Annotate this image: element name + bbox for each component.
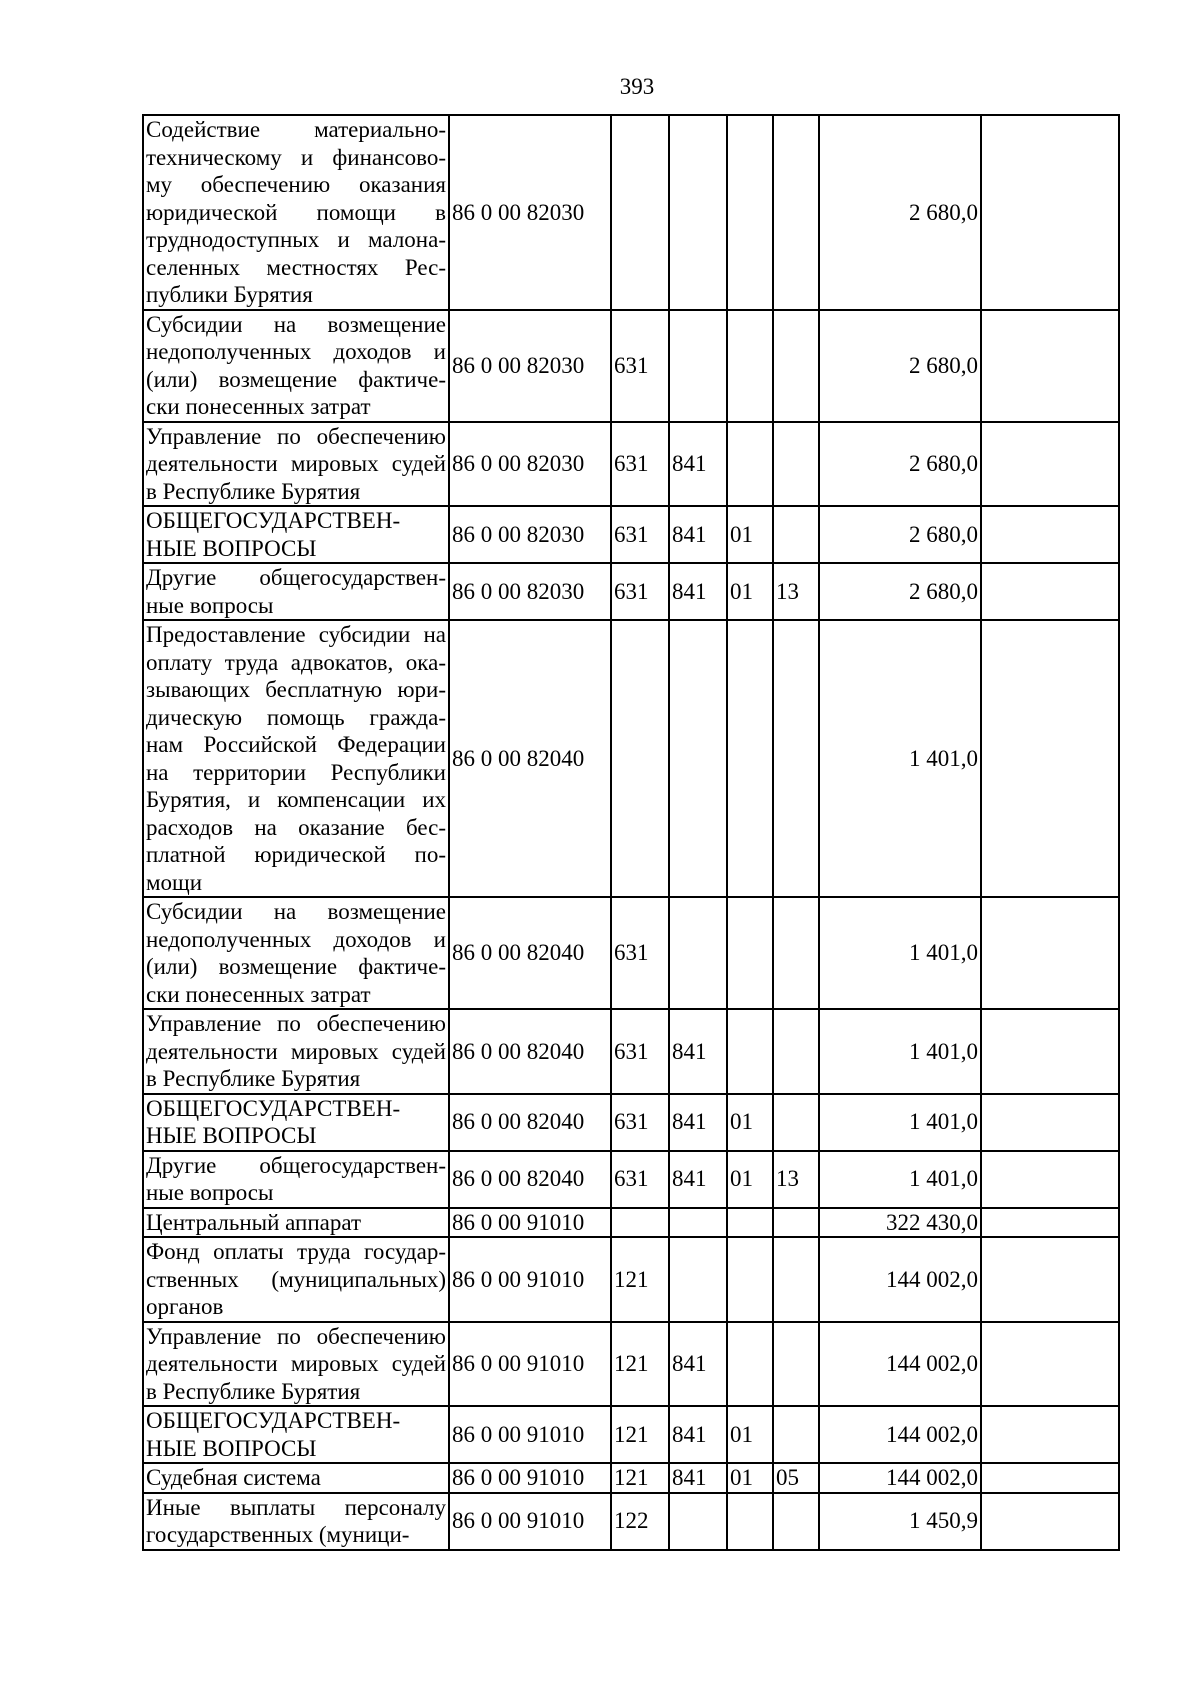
row-name-line: Управление по обеспечению: [146, 1323, 446, 1349]
table-row: [143, 1406, 1119, 1463]
section-cell: [727, 1208, 773, 1238]
extra-cell: [981, 563, 1119, 620]
ministry-code-cell: 841: [669, 506, 727, 563]
row-name-cell: [143, 563, 449, 620]
expense-type-cell: 631: [611, 1009, 669, 1094]
subsection-cell: [773, 1237, 819, 1322]
amount-cell: 144 002,0: [819, 1463, 981, 1493]
target-article-cell: 86 0 00 82040: [449, 1009, 611, 1094]
row-name-line: Другие общегосударствен-: [146, 1152, 446, 1178]
expense-type-cell: 631: [611, 897, 669, 1009]
subsection-cell: 05: [773, 1463, 819, 1493]
row-name-line: на территории Республики: [146, 759, 446, 785]
table-row: [143, 310, 1119, 422]
extra-cell: [981, 1463, 1119, 1493]
expense-type-cell: 121: [611, 1237, 669, 1322]
ministry-code-cell: 841: [669, 1463, 727, 1493]
section-cell: [727, 115, 773, 310]
table-row: [143, 1322, 1119, 1407]
row-name-line: ственных (муниципальных): [146, 1266, 446, 1292]
row-name-line: Управление по обеспечению: [146, 1011, 446, 1036]
row-name-line: дическую помощь гражда-: [146, 704, 446, 730]
row-name-line: в Республике Бурятия: [146, 478, 361, 504]
row-name-line: Содействие материально-: [146, 117, 446, 142]
row-name-line: ОБЩЕГОСУДАРСТВЕН-: [146, 508, 401, 533]
row-name-line: Судебная система: [146, 1465, 321, 1490]
table-row: [143, 1463, 1119, 1493]
row-name-cell: [143, 1322, 449, 1407]
row-name-line: деятельности мировых судей: [146, 1038, 446, 1064]
amount-cell: 1 401,0: [819, 1094, 981, 1151]
row-name-line: в Республике Бурятия: [146, 1378, 361, 1404]
row-name-line: му обеспечению оказания: [146, 172, 446, 197]
expense-type-cell: [611, 620, 669, 897]
table-row: [143, 506, 1119, 563]
row-name-line: ски понесенных затрат: [146, 394, 371, 419]
row-name-line: селенных местностях Рес-: [146, 254, 446, 280]
amount-cell: 1 401,0: [819, 1151, 981, 1208]
amount-cell: 322 430,0: [819, 1208, 981, 1238]
expense-type-cell: 631: [611, 422, 669, 507]
row-name-cell: [143, 897, 449, 1009]
ministry-code-cell: [669, 1493, 727, 1550]
ministry-code-cell: 841: [669, 1094, 727, 1151]
section-cell: [727, 422, 773, 507]
target-article-cell: 86 0 00 82040: [449, 1094, 611, 1151]
row-name-line: ОБЩЕГОСУДАРСТВЕН-: [146, 1408, 401, 1433]
table-row: [143, 1237, 1119, 1322]
row-name-line: органов: [146, 1294, 224, 1319]
row-name-line: Управление по обеспечению: [146, 423, 446, 449]
target-article-cell: 86 0 00 82030: [449, 310, 611, 422]
ministry-code-cell: 841: [669, 422, 727, 507]
row-name-cell: [143, 1463, 449, 1493]
table-row: [143, 620, 1119, 897]
row-name-line: Иные выплаты персоналу: [146, 1494, 446, 1520]
row-name-line: государственных (муници-: [146, 1522, 410, 1547]
row-name-line: платной юридической по-: [146, 842, 446, 867]
ministry-code-cell: [669, 115, 727, 310]
extra-cell: [981, 310, 1119, 422]
row-name-cell: [143, 310, 449, 422]
subsection-cell: [773, 1493, 819, 1550]
amount-cell: 2 680,0: [819, 506, 981, 563]
expense-type-cell: 631: [611, 1094, 669, 1151]
row-name-line: ОБЩЕГОСУДАРСТВЕН-: [146, 1095, 401, 1121]
target-article-cell: 86 0 00 82040: [449, 1151, 611, 1208]
row-name-line: НЫЕ ВОПРОСЫ: [146, 535, 317, 561]
subsection-cell: [773, 1094, 819, 1151]
extra-cell: [981, 506, 1119, 563]
row-name-cell: [143, 1237, 449, 1322]
expense-type-cell: 121: [611, 1463, 669, 1493]
expense-type-cell: [611, 1208, 669, 1238]
table-row: [143, 1009, 1119, 1094]
amount-cell: 2 680,0: [819, 115, 981, 310]
row-name-line: (или) возмещение фактиче-: [146, 954, 446, 979]
row-name-cell: [143, 620, 449, 897]
ministry-code-cell: [669, 897, 727, 1009]
table-row: [143, 1094, 1119, 1151]
subsection-cell: [773, 115, 819, 310]
extra-cell: [981, 1208, 1119, 1238]
target-article-cell: 86 0 00 82030: [449, 563, 611, 620]
amount-cell: 1 450,9: [819, 1493, 981, 1550]
extra-cell: [981, 115, 1119, 310]
target-article-cell: 86 0 00 91010: [449, 1463, 611, 1493]
ministry-code-cell: 841: [669, 1322, 727, 1407]
extra-cell: [981, 1237, 1119, 1322]
budget-table: [142, 114, 1120, 1551]
table-row: [143, 1151, 1119, 1208]
row-name-line: Субсидии на возмещение: [146, 899, 446, 924]
row-name-line: Центральный аппарат: [146, 1209, 362, 1235]
subsection-cell: [773, 1322, 819, 1407]
ministry-code-cell: [669, 310, 727, 422]
expense-type-cell: 631: [611, 1151, 669, 1208]
row-name-line: техническому и финансово-: [146, 144, 446, 170]
row-name-line: расходов на оказание бес-: [146, 814, 446, 840]
section-cell: [727, 620, 773, 897]
extra-cell: [981, 1094, 1119, 1151]
target-article-cell: 86 0 00 82030: [449, 115, 611, 310]
amount-cell: 1 401,0: [819, 1009, 981, 1094]
table-row: [143, 563, 1119, 620]
expense-type-cell: 121: [611, 1406, 669, 1463]
subsection-cell: [773, 506, 819, 563]
section-cell: 01: [727, 563, 773, 620]
amount-cell: 2 680,0: [819, 310, 981, 422]
extra-cell: [981, 897, 1119, 1009]
row-name-cell: [143, 1094, 449, 1151]
section-cell: [727, 1322, 773, 1407]
subsection-cell: [773, 1009, 819, 1094]
row-name-cell: [143, 1406, 449, 1463]
row-name-line: деятельности мировых судей: [146, 451, 446, 476]
row-name-line: НЫЕ ВОПРОСЫ: [146, 1435, 317, 1461]
section-cell: [727, 1237, 773, 1322]
expense-type-cell: 631: [611, 310, 669, 422]
row-name-cell: [143, 115, 449, 310]
row-name-cell: [143, 1151, 449, 1208]
expense-type-cell: 631: [611, 563, 669, 620]
row-name-line: оплату труда адвокатов, ока-: [146, 649, 446, 675]
amount-cell: 1 401,0: [819, 620, 981, 897]
row-name-line: Бурятия, и компенсации их: [146, 787, 446, 812]
expense-type-cell: 122: [611, 1493, 669, 1550]
section-cell: 01: [727, 1463, 773, 1493]
row-name-line: недополученных доходов и: [146, 339, 446, 364]
row-name-line: недополученных доходов и: [146, 926, 446, 952]
amount-cell: 2 680,0: [819, 563, 981, 620]
extra-cell: [981, 620, 1119, 897]
target-article-cell: 86 0 00 91010: [449, 1237, 611, 1322]
row-name-line: труднодоступных и малона-: [146, 227, 446, 252]
row-name-cell: [143, 1208, 449, 1238]
row-name-line: (или) возмещение фактиче-: [146, 366, 446, 392]
amount-cell: 2 680,0: [819, 422, 981, 507]
ministry-code-cell: 841: [669, 563, 727, 620]
row-name-line: ные вопросы: [146, 592, 274, 618]
extra-cell: [981, 422, 1119, 507]
table-row: [143, 1208, 1119, 1238]
extra-cell: [981, 1322, 1119, 1407]
ministry-code-cell: 841: [669, 1151, 727, 1208]
row-name-line: деятельности мировых судей: [146, 1351, 446, 1376]
row-name-line: ски понесенных затрат: [146, 981, 371, 1007]
row-name-line: Предоставление субсидии на: [146, 622, 446, 647]
subsection-cell: [773, 422, 819, 507]
target-article-cell: 86 0 00 91010: [449, 1208, 611, 1238]
table-row: [143, 115, 1119, 310]
section-cell: [727, 1009, 773, 1094]
row-name-cell: [143, 506, 449, 563]
extra-cell: [981, 1406, 1119, 1463]
row-name-line: НЫЕ ВОПРОСЫ: [146, 1123, 317, 1148]
table-row: [143, 422, 1119, 507]
row-name-cell: [143, 1009, 449, 1094]
row-name-line: зывающих бесплатную юри-: [146, 677, 446, 702]
subsection-cell: [773, 1406, 819, 1463]
extra-cell: [981, 1151, 1119, 1208]
extra-cell: [981, 1009, 1119, 1094]
row-name-cell: [143, 1493, 449, 1550]
section-cell: 01: [727, 1094, 773, 1151]
target-article-cell: 86 0 00 91010: [449, 1322, 611, 1407]
section-cell: 01: [727, 1406, 773, 1463]
subsection-cell: [773, 310, 819, 422]
row-name-line: ные вопросы: [146, 1180, 274, 1205]
section-cell: [727, 1493, 773, 1550]
amount-cell: 1 401,0: [819, 897, 981, 1009]
table-row: [143, 897, 1119, 1009]
section-cell: [727, 310, 773, 422]
expense-type-cell: 121: [611, 1322, 669, 1407]
subsection-cell: 13: [773, 1151, 819, 1208]
page-number: 393: [619, 74, 655, 99]
target-article-cell: 86 0 00 91010: [449, 1493, 611, 1550]
subsection-cell: 13: [773, 563, 819, 620]
target-article-cell: 86 0 00 82040: [449, 620, 611, 897]
expense-type-cell: [611, 115, 669, 310]
ministry-code-cell: [669, 620, 727, 897]
table-row: [143, 1493, 1119, 1550]
row-name-line: юридической помощи в: [146, 199, 446, 225]
ministry-code-cell: [669, 1237, 727, 1322]
row-name-line: Субсидии на возмещение: [146, 311, 446, 337]
ministry-code-cell: [669, 1208, 727, 1238]
row-name-line: Другие общегосударствен-: [146, 565, 446, 590]
ministry-code-cell: 841: [669, 1406, 727, 1463]
target-article-cell: 86 0 00 82040: [449, 897, 611, 1009]
ministry-code-cell: 841: [669, 1009, 727, 1094]
subsection-cell: [773, 1208, 819, 1238]
row-name-line: нам Российской Федерации: [146, 732, 446, 757]
row-name-line: мощи: [146, 869, 203, 895]
section-cell: 01: [727, 506, 773, 563]
row-name-line: в Республике Бурятия: [146, 1066, 361, 1091]
section-cell: 01: [727, 1151, 773, 1208]
amount-cell: 144 002,0: [819, 1322, 981, 1407]
section-cell: [727, 897, 773, 1009]
target-article-cell: 86 0 00 91010: [449, 1406, 611, 1463]
extra-cell: [981, 1493, 1119, 1550]
amount-cell: 144 002,0: [819, 1237, 981, 1322]
target-article-cell: 86 0 00 82030: [449, 506, 611, 563]
subsection-cell: [773, 897, 819, 1009]
row-name-cell: [143, 422, 449, 507]
amount-cell: 144 002,0: [819, 1406, 981, 1463]
row-name-line: публики Бурятия: [146, 282, 313, 307]
target-article-cell: 86 0 00 82030: [449, 422, 611, 507]
row-name-line: Фонд оплаты труда государ-: [146, 1239, 446, 1264]
subsection-cell: [773, 620, 819, 897]
expense-type-cell: 631: [611, 506, 669, 563]
